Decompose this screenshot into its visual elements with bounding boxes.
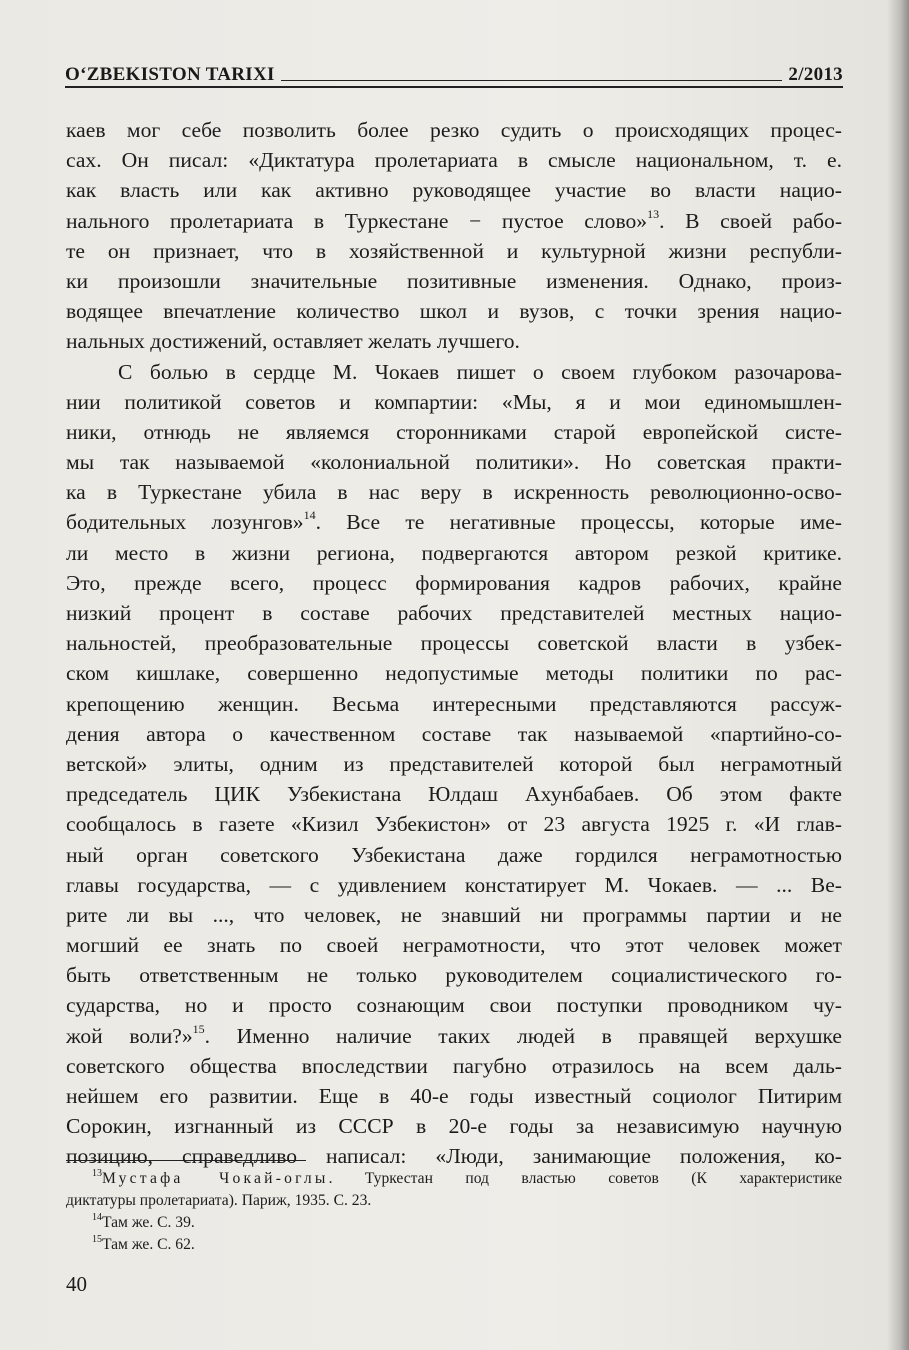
- text-line: нии политикой советов и компартии: «Мы, я и мои единомышлен-: [66, 389, 842, 414]
- header-rule: [281, 80, 783, 81]
- footnote-ref-15[interactable]: 15: [192, 1021, 205, 1036]
- running-header: [65, 56, 843, 86]
- text-line: Сорокин, изгнанный из СССР в 20-е годы за независимую научную: [66, 1114, 842, 1139]
- footnote-15: [66, 1234, 842, 1256]
- text-fragment: . В своей рабо-: [659, 208, 843, 233]
- journal-title: O‘ZBEKISTON TARIXI: [65, 64, 275, 85]
- text-line: ском кишлаке, совершенно недопустимые методы политики по рас-: [66, 661, 842, 686]
- footnote-divider: [66, 1160, 306, 1161]
- text-line: ли место в жизни региона, подвергаются автором резкой критике.: [66, 540, 842, 565]
- footnote-text: Там же. С. 62.: [102, 1236, 195, 1253]
- text-line: водящее впечатление количество школ и вузов, с точки зрения нацио-: [66, 299, 842, 324]
- text-line: крепощению женщин. Весьма интересными представляются рассуж-: [66, 691, 842, 716]
- text-line: каев мог себе позволить более резко судить о происходящих процес-: [66, 118, 842, 142]
- text-line: Это, прежде всего, процесс формирования кадров рабочих, крайне: [66, 570, 842, 595]
- page-number: 40: [66, 1272, 87, 1296]
- text-line: нальных достижений, оставляет желать лучшего.: [66, 329, 520, 354]
- text-line: ники, отнюдь не являемся сторонниками старой европейской систе-: [66, 419, 842, 444]
- page-edge-shadow: [887, 0, 909, 1350]
- text-line: могший ее знать по своей неграмотности, что этот человек может: [66, 933, 842, 958]
- text-line: быть ответственным не только руководителем социалистического го-: [66, 963, 842, 988]
- footnote-number: 15: [92, 1234, 102, 1245]
- text-fragment: . Все те негативные процессы, которые име-: [315, 510, 842, 535]
- text-line: ки произошли значительные позитивные изменения. Однако, произ-: [66, 268, 842, 293]
- text-line: сударства, но и просто сознающим свои поступки проводником чу-: [66, 993, 842, 1018]
- text-fragment: бодительных лозунгов»: [66, 510, 304, 535]
- footnote-ref-14[interactable]: 14: [303, 508, 316, 523]
- text-line: [66, 1021, 842, 1051]
- text-line: сах. Он писал: «Диктатура пролетариата в смысле национальном, т. е.: [66, 148, 842, 173]
- footnote-13: [66, 1168, 842, 1190]
- text-line: [66, 507, 842, 537]
- text-line: председатель ЦИК Узбекистана Юлдаш Ахунбабаев. Об этом факте: [66, 782, 842, 807]
- header-divider: [65, 86, 843, 88]
- text-line: позицию, справедливо написал: «Люди, занимающие положения, ко-: [66, 1144, 842, 1169]
- footnote-number: 14: [92, 1212, 102, 1223]
- text-line: ветской» элиты, одним из представителей которой был неграмотный: [66, 751, 842, 776]
- footnote-text: . Туркестан под властью советов (К характеристике: [328, 1170, 842, 1187]
- text-line: мы так называемой «колониальной политики». Но советская практи-: [66, 450, 842, 475]
- text-fragment: нального пролетариата в Туркестане − пустое слово»: [66, 208, 648, 233]
- issue-number: 2/2013: [788, 64, 843, 85]
- paragraph-start-line: С болью в сердце М. Чокаев пишет о своем глубоком разочарова-: [118, 359, 842, 384]
- text-line: сообщалось в газете «Кизил Узбекистон» от 23 августа 1925 г. «И глав-: [66, 812, 842, 837]
- text-line: [66, 206, 842, 236]
- footnote-text: Там же. С. 39.: [102, 1214, 195, 1231]
- footnotes: [66, 1168, 842, 1256]
- text-line: советского общества впоследствии пагубно отразилось на всем даль-: [66, 1053, 842, 1078]
- footnote-13-continued: диктатуры пролетариата). Париж, 1935. С. 23.: [66, 1192, 372, 1209]
- text-line: главы государства, — с удивлением констатирует М. Чокаев. — ... Ве-: [66, 872, 842, 897]
- text-line: те он признает, что в хозяйственной и культурной жизни республи-: [66, 238, 842, 263]
- text-line: нальностей, преобразовательные процессы советской власти в узбек-: [66, 631, 842, 656]
- footnote-ref-13[interactable]: 13: [647, 206, 660, 221]
- text-line: нейшем его развитии. Еще в 40-е годы известный социолог Питирим: [66, 1084, 842, 1108]
- footnote-author: Мустафа Чокай-оглы: [102, 1170, 329, 1187]
- text-line: ка в Туркестане убила в нас веру в искренность революционно-осво-: [66, 480, 842, 505]
- text-line: как власть или как активно руководящее участие во власти нацио-: [66, 178, 842, 203]
- main-text: [66, 115, 842, 1172]
- text-fragment: . Именно наличие таких людей в правящей верхушке: [204, 1023, 842, 1048]
- text-line: рите ли вы ..., что человек, не знавший ни программы партии и не: [66, 902, 842, 927]
- footnote-number: 13: [92, 1168, 102, 1179]
- footnote-14: [66, 1212, 842, 1234]
- text-line: ный орган советского Узбекистана даже гордился неграмотностью: [66, 842, 842, 867]
- text-line: низкий процент в составе рабочих представителей местных нацио-: [66, 601, 842, 625]
- text-fragment: жой воли?»: [66, 1023, 193, 1048]
- text-line: дения автора о качественном составе так называемой «партийно-со-: [66, 721, 842, 746]
